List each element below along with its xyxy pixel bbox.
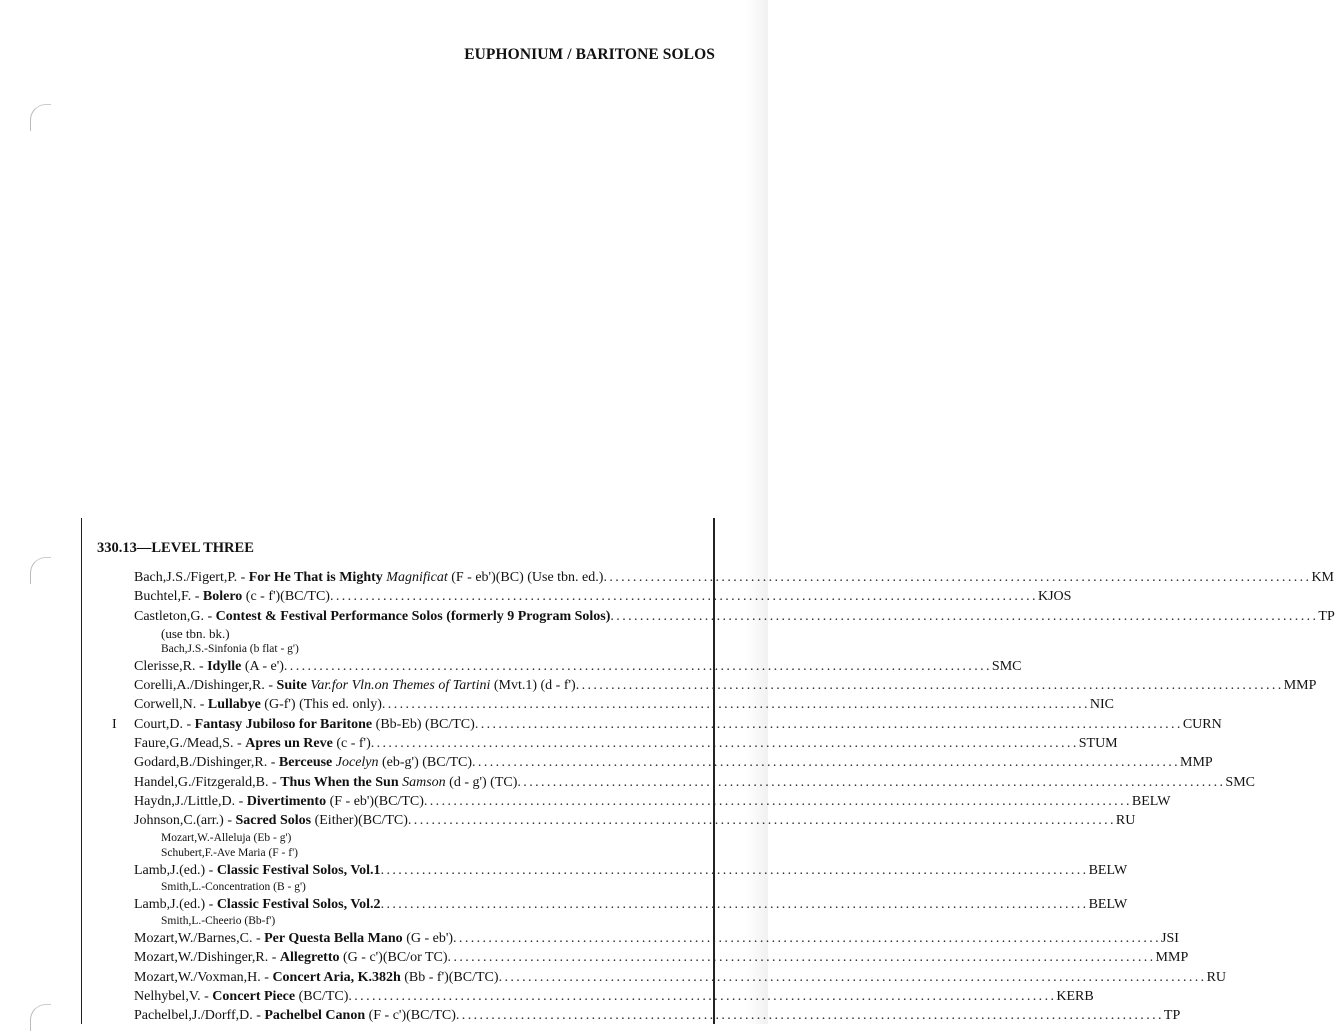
leader-dots [499,968,1207,987]
entry-title: Idylle [207,658,242,674]
leader-dots [603,568,1311,587]
list-item: Bach,J.S./Figert,P. - For He That is Mighty Magnificat (F - eb')(BC) (Use tbn. ed.) ..... KM [0,568,768,587]
publisher-code: JSI [1161,931,1179,947]
leader-dots [456,1006,1164,1025]
publisher-code: BELW [1088,896,1128,912]
publisher-code: KM [1311,570,1334,585]
publisher-code: MMP [1283,678,1317,694]
publisher-code: MMP [1155,950,1189,966]
entry-title: Sacred Solos [235,813,312,829]
publisher-code: KJOS [1037,589,1072,605]
list-item: Haydn,J./Little,D. - Divertimento (F - eb')(BC/TC) ..... BELW [0,792,768,811]
publisher-code: TP [1318,608,1335,624]
list-item: Godard,B./Dishinger,R. - Berceuse Jocelyn (eb-g') (BC/TC) ..... MMP [0,753,768,772]
entry-title: Pachelbel Canon [264,1008,366,1024]
entry-title: Classic Festival Solos, Vol.1 [216,862,381,878]
catalog-list [0,568,1335,1026]
leader-dots [448,948,1156,967]
publisher-code: RU [1206,969,1227,985]
publisher-code: RU [1115,813,1136,829]
publisher-code: BELW [1131,793,1171,809]
publisher-code: SMC [1225,774,1255,790]
list-item: Pachelbel,J./Dorff,D. - Pachelbel Canon (F - c')(BC/TC) ..... TP [0,1006,768,1025]
leader-dots [381,861,1089,880]
list-item: Lamb,J.(ed.) - Classic Festival Solos, Vol.1 ..... BELW [0,861,768,880]
section-title: 330.13—LEVEL THREE [97,540,254,556]
leader-dots [475,715,1183,734]
publisher-code: STUM [1078,736,1118,752]
entry-note: Bach,J.S.-Sinfonia (b flat - g') [161,642,299,655]
list-item: Mozart,W./Voxman,H. - Concert Aria, K.382h (Bb - f')(BC/TC) ..... RU [0,968,768,987]
publisher-code: KERB [1056,989,1094,1005]
leader-dots [408,811,1116,830]
publisher-code: CURN [1182,716,1222,732]
leader-dots [381,895,1089,914]
entry-title: Thus When the Sun [280,774,399,790]
list-item: Handel,G./Fitzgerald,B. - Thus When the Sun Samson (d - g') (TC) ..... SMC [0,773,768,792]
entry-note: Smith,L.-Concentration (B - g') [161,880,306,893]
list-item: Corwell,N. - Lullabye (G-f') (This ed. only) ..... NIC [0,695,768,714]
entry-note: Smith,L.-Cheerio (Bb-f') [161,915,276,928]
entry-title: Berceuse [278,755,333,771]
entry-title: Divertimento [246,793,327,809]
leader-dots [382,695,1090,714]
punch-hole [30,104,51,131]
list-item: Mozart,W./Dishinger,R. - Allegretto (G - c')(BC/or TC) ..... MMP [0,948,768,967]
leader-dots [284,657,992,676]
list-item: Faure,G./Mead,S. - Apres un Reve (c - f') ..... STUM [0,734,768,753]
leader-dots [330,587,1038,606]
entry-title: Allegretto [279,950,340,966]
list-item: Clerisse,R. - Idylle (A - e') ..... SMC [0,657,768,676]
list-item: Mozart,W./Barnes,C. - Per Questa Bella Mano (G - eb') ..... JSI [0,929,768,948]
entry-note: (use tbn. bk.) [161,625,230,641]
list-item: Buchtel,F. - Bolero (c - f')(BC/TC) ..... KJOS [0,587,768,606]
list-item: Nelhybel,V. - Concert Piece (BC/TC) ..... KERB [0,987,768,1006]
entry-title: Concert Piece [212,989,296,1005]
leader-dots [576,676,1284,695]
list-item: I Court,D. - Fantasy Jubiloso for Baritone (Bb-Eb) (BC/TC) ..... CURN [0,715,768,734]
leader-dots [348,987,1056,1006]
list-item: Castleton,G. - Contest & Festival Performance Solos (formerly 9 Program Solos) ..... TP [0,607,768,626]
entry-title: Lullabye [207,697,261,713]
page-header: EUPHONIUM / BARITONE SOLOS [464,46,715,63]
entry-title: Concert Aria, K.382h [272,969,401,985]
entry-title: Classic Festival Solos, Vol.2 [216,896,381,912]
leader-dots [371,734,1079,753]
publisher-code: NIC [1089,697,1115,713]
entry-title: Fantasy Jubiloso for Baritone [194,716,373,732]
list-item: Johnson,C.(arr.) - Sacred Solos (Either)(BC/TC) ..... RU [0,811,768,830]
entry-title: For He That is Mighty [248,570,383,585]
new-item-marker: I [112,716,117,732]
leader-dots [453,929,1161,948]
list-item: Lamb,J.(ed.) - Classic Festival Solos, Vol.2 ..... BELW [0,895,768,914]
list-item: Corelli,A./Dishinger,R. - Suite Var.for Vln.on Themes of Tartini (Mvt.1) (d - f') ..... MMP [0,676,768,695]
entry-title: Contest & Festival Performance Solos (formerly 9 Program Solos) [215,608,611,624]
entry-note: Schubert,F.-Ave Maria (F - f') [161,846,298,859]
leader-dots [517,773,1225,792]
entry-note: Mozart,W.-Alleluja (Eb - g') [161,831,292,844]
publisher-code: MMP [1180,755,1213,771]
leader-dots [424,792,1132,811]
publisher-code: TP [1163,1008,1181,1024]
publisher-code: BELW [1088,862,1128,878]
entry-title: Per Questa Bella Mano [264,931,403,947]
leader-dots [610,607,1318,626]
entry-title: Bolero [202,589,243,605]
entry-title: Apres un Reve [245,736,333,752]
entry-title: Suite [276,678,307,694]
leader-dots [472,753,1180,772]
publisher-code: SMC [991,658,1022,674]
